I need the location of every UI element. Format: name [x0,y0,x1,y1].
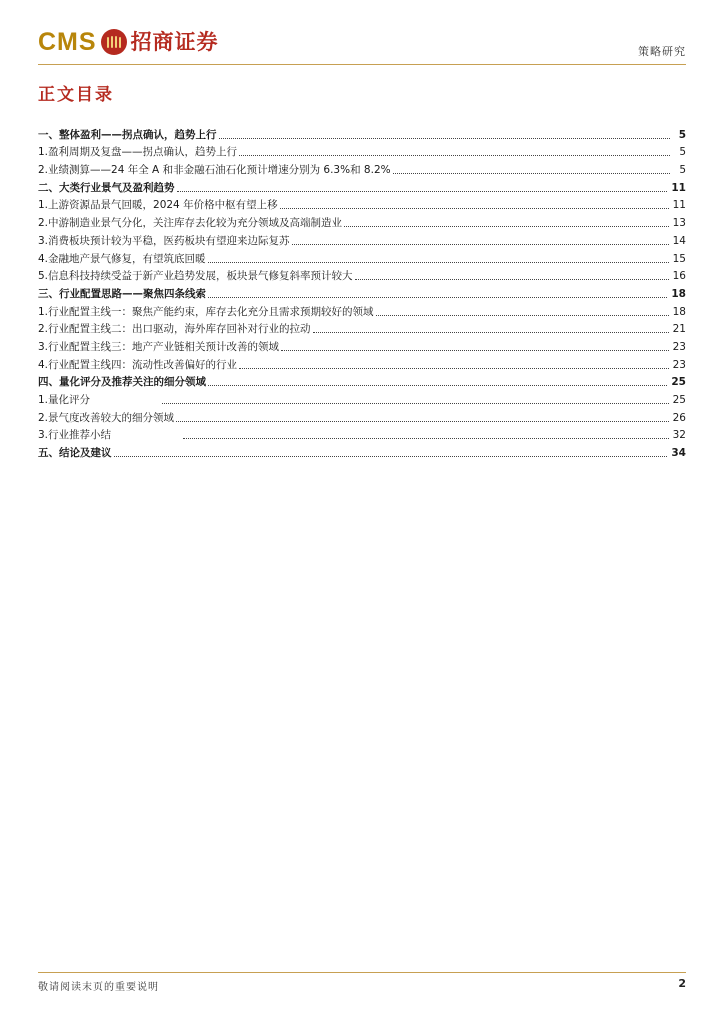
toc-entry-page: 21 [672,323,686,336]
logo-latin-text: CMS [38,28,97,56]
toc-dot-leader [281,350,669,351]
toc-entry-title: 3.行业推荐小结 [38,429,112,442]
toc-dot-leader [292,244,669,245]
footer-divider [38,972,686,973]
toc-entry[interactable] [38,177,686,195]
toc-entry-page: 14 [672,234,686,247]
footer-notice: 敬请阅读末页的重要说明 [38,982,159,993]
toc-dot-leader [177,191,668,192]
toc-entry-title: 1.上游资源品景气回暖，2024 年价格中枢有望上移 [38,199,278,212]
toc-entry[interactable] [38,425,686,443]
toc-entry-page: 18 [671,287,686,300]
toc-entry[interactable] [38,442,686,460]
toc-entry-page: 34 [671,447,686,460]
toc-entry[interactable] [38,230,686,248]
toc-entry-page: 32 [672,429,686,442]
toc-entry-title: 2.行业配置主线二：出口驱动，海外库存回补对行业的拉动 [38,323,311,336]
toc-dot-leader [208,385,667,386]
toc-entry-page: 25 [672,394,686,406]
toc-entry[interactable] [38,212,686,230]
toc-entry[interactable] [38,266,686,284]
toc-entry-page: 18 [672,305,686,318]
toc-entry[interactable] [38,195,686,213]
toc-entry-title: 一、整体盈利——拐点确认，趋势上行 [38,128,217,141]
toc-entry-page: 23 [672,358,686,371]
toc-entry[interactable] [38,336,686,354]
toc-entry-page: 5 [679,164,686,177]
toc-entry[interactable] [38,159,686,177]
toc-entry-title: 4.行业配置主线四：流动性改善偏好的行业 [38,358,238,371]
header-divider [38,64,686,65]
toc-dot-leader [393,173,670,174]
toc-dot-leader [219,138,671,139]
toc-entry-title: 五、结论及建议 [38,447,112,460]
toc-entry-title: 2.景气度改善较大的细分领域 [38,411,175,424]
page-header [38,26,686,66]
toc-entry-page: 16 [672,270,686,283]
toc-entry-title: 1.盈利周期及复盘——拐点确认，趋势上行 [38,146,238,159]
table-of-contents [38,124,686,460]
toc-dot-leader [208,262,669,263]
toc-entry-title: 2.业绩测算——24 年全 A 和非金融石油石化预计增速分别为 6.3%和 8.2% [38,164,391,177]
toc-entry-title: 三、行业配置思路——聚焦四条线索 [38,287,206,300]
toc-entry-title: 2.中游制造业景气分化，关注库存去化较为充分领域及高端制造业 [38,217,343,230]
toc-entry-title: 四、量化评分及推荐关注的细分领域 [38,376,206,389]
toc-entry-title: 二、大类行业景气及盈利趋势 [38,181,175,194]
toc-entry[interactable] [38,283,686,301]
toc-entry[interactable] [38,354,686,372]
toc-dot-leader [208,297,667,298]
toc-entry-page: 23 [672,340,686,353]
toc-entry[interactable] [38,248,686,266]
toc-dot-leader [183,438,669,439]
toc-entry[interactable] [38,319,686,337]
toc-entry-title: 1.量化评分 [38,394,91,406]
toc-title: 正文目录 [38,85,114,105]
company-logo [38,26,219,58]
toc-dot-leader [176,421,669,422]
toc-entry-title: 4.金融地产景气修复，有望筑底回暖 [38,252,206,265]
toc-entry[interactable] [38,389,686,407]
toc-entry-title: 1.行业配置主线一：聚焦产能约束，库存去化充分且需求预期较好的领域 [38,305,374,318]
toc-entry[interactable] [38,124,686,142]
toc-dot-leader [114,456,668,457]
toc-entry-page: 25 [671,376,686,389]
toc-dot-leader [280,208,669,209]
page-number: 2 [678,977,686,990]
toc-entry-page: 13 [672,217,686,230]
toc-entry-page: 5 [678,128,686,141]
toc-entry-page: 15 [672,252,686,265]
logo-chinese-text: 招商证券 [130,30,219,54]
toc-entry-page: 26 [672,411,686,424]
toc-entry[interactable] [38,142,686,160]
report-section-label: 策略研究 [638,45,686,58]
toc-dot-leader [162,403,669,404]
toc-entry[interactable] [38,407,686,425]
toc-entry[interactable] [38,301,686,319]
toc-dot-leader [344,226,669,227]
toc-dot-leader [376,315,669,316]
toc-entry-page: 11 [671,181,686,194]
toc-entry[interactable] [38,372,686,390]
toc-entry-title: 3.消费板块预计较为平稳，医药板块有望迎来边际复苏 [38,234,290,247]
toc-entry-title: 5.信息科技持续受益于新产业趋势发展，板块景气修复斜率预计较大 [38,270,353,283]
toc-entry-page: 5 [679,146,686,159]
toc-entry-title: 3.行业配置主线三：地产产业链相关预计改善的领域 [38,340,280,353]
toc-dot-leader [355,279,669,280]
toc-dot-leader [239,368,669,369]
toc-entry-page: 11 [672,199,686,212]
toc-dot-leader [313,332,669,333]
toc-dot-leader [239,155,670,156]
logo-emblem-icon [101,29,127,55]
